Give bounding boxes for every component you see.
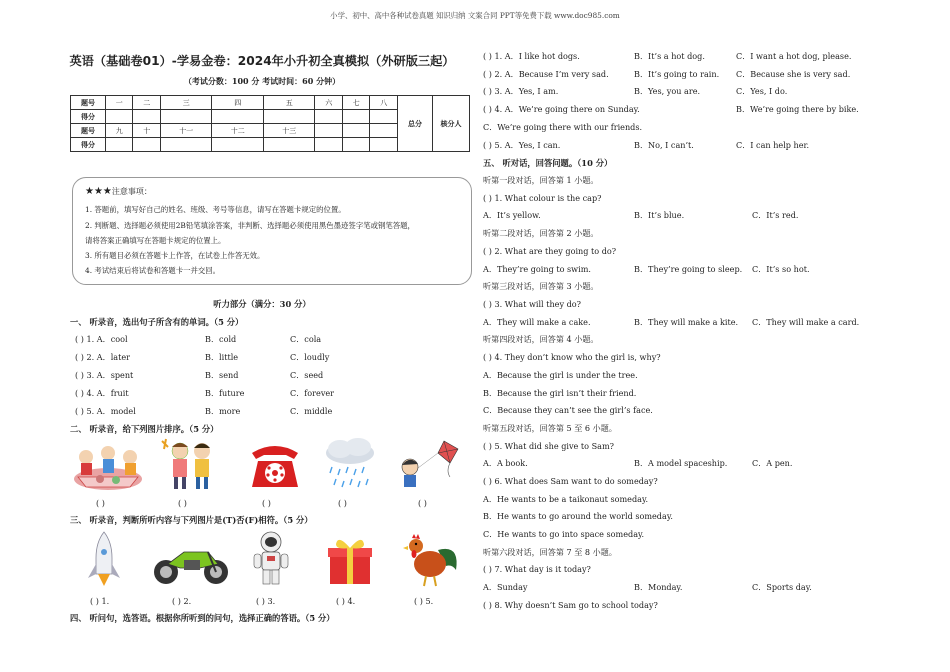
s1-q1: ( ) 1. A．cool <box>75 334 128 344</box>
order-blank: ( ) <box>262 498 271 508</box>
page-title: 英语（基础卷01）-学易金卷：2024年小升初全真模拟（外研版三起） <box>69 54 455 68</box>
col-9: 九 <box>106 124 133 138</box>
notice-line: 3. 所有题目必须在答题卡上作答，在试卷上作答无效。 <box>85 251 265 260</box>
row-label: 得分 <box>71 138 106 152</box>
r-q1-b: B．It’s a hot dog. <box>634 51 705 61</box>
s5-q3-c: C．They will make a card. <box>752 317 860 327</box>
r-q5-a: ( ) 5. A．Yes, I can. <box>483 140 561 150</box>
col-10: 十 <box>133 124 160 138</box>
gift-box-image <box>322 532 378 588</box>
s5-q7: ( ) 7. What day is it today? <box>483 564 591 574</box>
s1-q5: ( ) 5. A．model <box>75 406 136 416</box>
section-3-title: 三、 听录音，判断所听内容与下列图片是(T)否(F)相符。（5 分） <box>70 515 313 525</box>
picnic-image <box>70 437 146 493</box>
s5-q7-c: C．Sports day. <box>752 582 812 592</box>
r-q4-c: C．We’re going there with our friends. <box>483 122 643 132</box>
r-q5-b: B．No, I can’t. <box>634 140 694 150</box>
r-q3-b: B．Yes, you are. <box>634 86 701 96</box>
s5-q5-b: B．A model spaceship. <box>634 458 728 468</box>
s5-q2: ( ) 2. What are they going to do? <box>483 246 617 256</box>
s1-q2-c: C．loudly <box>290 352 330 362</box>
order-blank: ( ) <box>178 498 187 508</box>
s1-q2: ( ) 2. A．later <box>75 352 131 362</box>
r-q3-c: C．Yes, I do. <box>736 86 788 96</box>
s5-q5-c: C．A pen. <box>752 458 793 468</box>
s5-q3-a: A．They will make a cake. <box>483 317 591 327</box>
listening-title: 听力部分（满分：30 分） <box>213 299 311 309</box>
r-q2-c: C．Because she is very sad. <box>736 69 851 79</box>
col-7: 七 <box>342 96 369 110</box>
r-q1-a: ( ) 1. A．I like hot dogs. <box>483 51 580 61</box>
s1-q4: ( ) 4. A．fruit <box>75 388 129 398</box>
order-blank: ( ) <box>418 498 427 508</box>
rain-cloud-image <box>322 437 378 493</box>
stars: ★★★ <box>85 186 112 197</box>
s5-q4-a: A．Because the girl is under the tree. <box>483 370 638 380</box>
s1-q4-c: C．forever <box>290 388 335 398</box>
r-q1-c: C．I want a hot dog, please. <box>736 51 852 61</box>
s5-q2-a: A．They’re going to swim. <box>483 264 591 274</box>
s5-q4: ( ) 4. They don’t know who the girl is, why? <box>483 352 661 362</box>
tf-label-1: ( ) 1. <box>90 596 110 606</box>
s5-q1-b: B．It’s blue. <box>634 210 685 220</box>
notice-line: 2. 判断题、选择题必须使用2B铅笔填涂答案，非判断、选择题必须使用黑色墨迹签字笔或钢笔答题， <box>85 221 415 230</box>
row-label: 得分 <box>71 110 106 124</box>
r-q2-b: B．It’s going to rain. <box>634 69 720 79</box>
s5-q4-b: B．Because the girl isn’t their friend. <box>483 388 637 398</box>
col-1: 一 <box>106 96 133 110</box>
section-4-title: 四、 听问句，选答语。根据你所听到的问句，选择正确的答语。（5 分） <box>70 613 335 623</box>
telephone-image <box>244 437 306 493</box>
s5-q6: ( ) 6. What does Sam want to do someday? <box>483 476 658 486</box>
notice-box <box>72 177 472 285</box>
s1-q4-b: B．future <box>205 388 245 398</box>
s5-q1: ( ) 1. What colour is the cap? <box>483 193 602 203</box>
dialog-3: 听第三段对话，回答第 3 小题。 <box>483 281 599 291</box>
s1-q2-b: B．little <box>205 352 239 362</box>
s5-q4-c: C．Because they can’t see the girl’s face. <box>483 405 653 415</box>
section-1-title: 一、 听录音，选出句子所含有的单词。（5 分） <box>70 317 244 327</box>
s5-q6-c: C．He wants to go into space someday. <box>483 529 645 539</box>
s5-q3-b: B．They will make a kite. <box>634 317 739 327</box>
s1-q3: ( ) 3. A．spent <box>75 370 134 380</box>
motorbike-image <box>150 532 232 588</box>
s5-q5-a: A．A book. <box>483 458 528 468</box>
rocket-image <box>80 530 128 588</box>
row-label: 题号 <box>71 96 106 110</box>
kite-boy-image <box>394 437 462 493</box>
col-2: 二 <box>133 96 160 110</box>
r-q4-a: ( ) 4. A．We’re going there on Sunday. <box>483 104 640 114</box>
tf-label-2: ( ) 2. <box>172 596 192 606</box>
astronaut-image <box>248 530 294 588</box>
section-5-title: 五、 听对话，回答问题。（10 分） <box>483 158 613 168</box>
col-12: 十二 <box>212 124 264 138</box>
s1-q1-b: B．cold <box>205 334 237 344</box>
s5-q7-b: B．Monday. <box>634 582 683 592</box>
s5-q8: ( ) 8. Why doesn’t Sam go to school today? <box>483 600 658 610</box>
score-table <box>70 95 470 152</box>
s1-q1-c: C．cola <box>290 334 322 344</box>
tf-label-5: ( ) 5. <box>414 596 434 606</box>
s5-q1-a: A．It’s yellow. <box>483 210 541 220</box>
r-q2-a: ( ) 2. A．Because I’m very sad. <box>483 69 609 79</box>
r-q3-a: ( ) 3. A．Yes, I am. <box>483 86 559 96</box>
s5-q2-b: B．They’re going to sleep. <box>634 264 743 274</box>
r-q4-b: B．We’re going there by bike. <box>736 104 859 114</box>
notice-heading: 注意事项： <box>111 187 152 196</box>
col-5: 五 <box>263 96 315 110</box>
rooster-image <box>398 530 462 588</box>
s5-q6-a: A．He wants to be a taikonaut someday. <box>483 494 649 504</box>
col-13: 十三 <box>263 124 315 138</box>
notice-line: 4. 考试结束后将试卷和答题卡一并交回。 <box>85 266 221 275</box>
tf-label-3: ( ) 3. <box>256 596 276 606</box>
section-2-title: 二、 听录音，给下列图片排序。（5 分） <box>70 424 219 434</box>
order-blank: ( ) <box>338 498 347 508</box>
children-image <box>160 437 222 493</box>
s1-q3-c: C．seed <box>290 370 324 380</box>
s5-q6-b: B．He wants to go around the world someday. <box>483 511 673 521</box>
tf-label-4: ( ) 4. <box>336 596 356 606</box>
dialog-5: 听第五段对话，回答第 5 至 6 小题。 <box>483 423 617 433</box>
r-q5-c: C．I can help her. <box>736 140 810 150</box>
col-11: 十一 <box>160 124 212 138</box>
s5-q3: ( ) 3. What will they do? <box>483 299 581 309</box>
total-label: 总分 <box>398 96 433 152</box>
dialog-2: 听第二段对话，回答第 2 小题。 <box>483 228 599 238</box>
order-blank: ( ) <box>96 498 105 508</box>
col-8: 八 <box>370 96 398 110</box>
col-6: 六 <box>315 96 342 110</box>
s5-q7-a: A．Sunday <box>483 582 528 592</box>
notice-line: 请将答案正确填写在答题卡规定的位置上。 <box>85 236 226 245</box>
dialog-1: 听第一段对话，回答第 1 小题。 <box>483 175 599 185</box>
s5-q5: ( ) 5. What did she give to Sam? <box>483 441 614 451</box>
s5-q2-c: C．It’s so hot. <box>752 264 810 274</box>
col-4: 四 <box>212 96 264 110</box>
notice-line: 1. 答题前，填写好自己的姓名、班级、考号等信息，请写在答题卡规定的位置。 <box>85 205 346 214</box>
checker-label: 核分人 <box>433 96 470 152</box>
s1-q3-b: B．send <box>205 370 239 380</box>
dialog-6: 听第六段对话，回答第 7 至 8 小题。 <box>483 547 617 557</box>
col-3: 三 <box>160 96 212 110</box>
dialog-4: 听第四段对话，回答第 4 小题。 <box>483 334 599 344</box>
page-subtitle: （考试分数：100 分 考试时间：60 分钟） <box>183 76 341 86</box>
s1-q5-b: B．more <box>205 406 241 416</box>
page-header: 小学、初中、高中各种试卷真题 知识归纳 文案合同 PPT等免费下载 www.doc985.com <box>330 11 620 20</box>
s1-q5-c: C．middle <box>290 406 333 416</box>
row-label: 题号 <box>71 124 106 138</box>
s5-q1-c: C．It’s red. <box>752 210 799 220</box>
